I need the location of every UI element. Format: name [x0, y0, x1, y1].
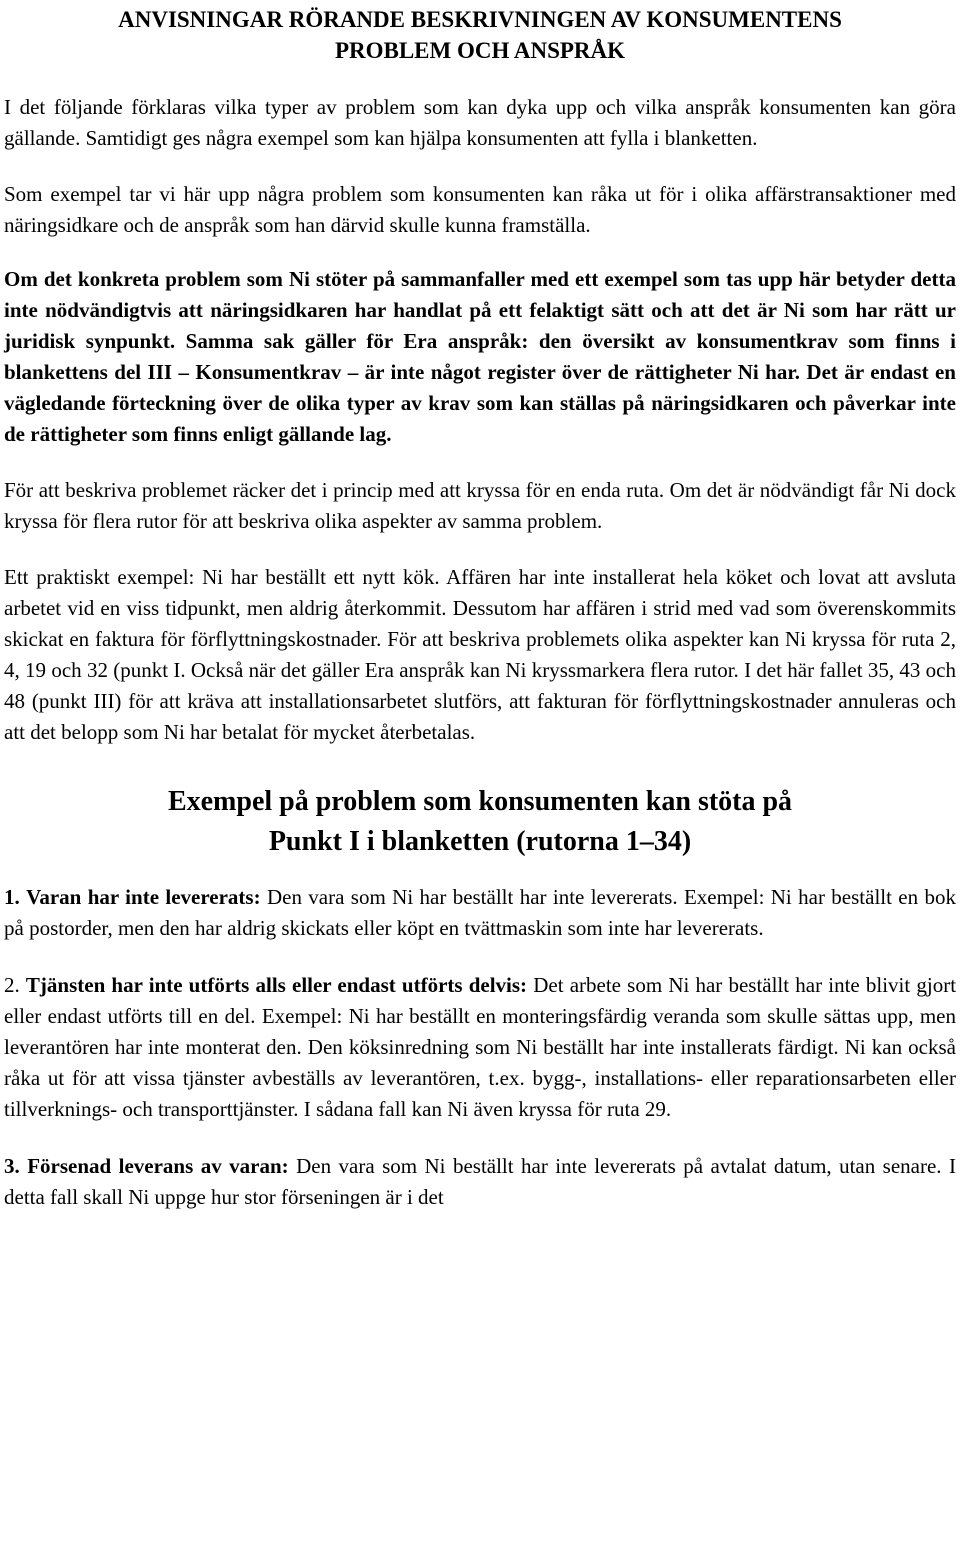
item-number: 1. — [4, 885, 20, 909]
problem-item-2 — [4, 970, 956, 1125]
section-heading-line-2: Punkt I i blanketten (rutorna 1–34) — [268, 826, 692, 857]
item-text: Det arbete som Ni har beställt har inte blivit gjort eller endast utförts till en del. Exempel: Ni har beställt en monteringsfärdig veranda som skulle sättas upp, men leverantören har inte monterat den. Den köksinredning som Ni beställt har inte installerats färdigt. Ni kan också råka ut för att vissa tjänster avbeställs av leverantören, t.ex. bygg-, installations- eller reparationsarbeten eller tillverknings- och transporttjänster. I sådana fall kan Ni även kryssa för ruta 29. — [4, 973, 957, 1121]
section-heading — [4, 782, 956, 862]
title-line-2: PROBLEM OCH ANSPRÅK — [334, 38, 626, 63]
checkbox-instruction-paragraph: För att beskriva problemet räcker det i princip med att kryssa för en enda ruta. Om det är nödvändigt får Ni dock kryssa för flera rutor för att beskriva olika aspekter av samma problem. — [4, 478, 956, 533]
intro-paragraph: I det följande förklaras vilka typer av problem som kan dyka upp och vilka anspråk konsumenten kan göra gällande. Samtidigt ges några exempel som kan hjälpa konsumenten att fylla i blanketten. — [4, 95, 956, 150]
example-paragraph: Som exempel tar vi här upp några problem som konsumenten kan råka ut för i olika affärstransaktioner med näringsidkare och de anspråk som han därvid skulle kunna framställa. — [4, 182, 956, 237]
item-text: Den vara som Ni har beställt har inte levererats. Exempel: Ni har beställt en bok på postorder, men den har aldrig skickats eller köpt en tvättmaskin som inte har levererats. — [4, 885, 956, 940]
item-text: Den vara som Ni beställt har inte levererats på avtalat datum, utan senare. I detta fall skall Ni uppge hur stor förseningen är i det — [4, 1154, 956, 1209]
item-heading: Försenad leverans av varan: — [27, 1154, 289, 1178]
item-heading: Tjänsten har inte utförts alls eller endast utförts delvis: — [25, 973, 528, 997]
item-number: 3. — [4, 1154, 20, 1178]
item-heading: Varan har inte levererats: — [26, 885, 261, 909]
title-line-1: ANVISNINGAR RÖRANDE BESKRIVNINGEN AV KONSUMENTENS — [118, 7, 842, 32]
item-number: 2. — [4, 973, 20, 997]
disclaimer-paragraph: Om det konkreta problem som Ni stöter på sammanfaller med ett exempel som tas upp här betyder detta inte nödvändigtvis att näringsidkaren har handlat på ett felaktigt sätt och att det är Ni som har rätt ur juridisk synpunkt. Samma sak gäller för Era anspråk: den översikt av konsumentkrav som finns i blankettens del III – Konsumentkrav – är inte något register över de rättigheter Ni har. Det är endast en vägledande förteckning över de olika typer av krav som kan ställas på näringsidkaren och påverkar inte de rättigheter som finns enligt gällande lag. — [4, 267, 956, 446]
practical-example-paragraph: Ett praktiskt exempel: Ni har beställt ett nytt kök. Affären har inte installerat hela köket och lovat att avsluta arbetet vid en viss tidpunkt, men aldrig återkommit. Dessutom har affären i strid med vad som överenskommits skickat en faktura för förflyttningskostnader. För att beskriva problemets olika aspekter kan Ni kryssa för ruta 2, 4, 19 och 32 (punkt I. Också när det gäller Era anspråk kan Ni kryssmarkera flera rutor. I det här fallet 35, 43 och 48 (punkt III) för att kräva att installationsarbetet slutförs, att fakturan för förflyttningskostnader annuleras och att det belopp som Ni har betalat för mycket återbetalas. — [4, 565, 956, 744]
problem-item-1 — [4, 882, 956, 944]
document-title — [4, 4, 956, 66]
problem-item-3 — [4, 1151, 956, 1213]
section-heading-line-1: Exempel på problem som konsumenten kan stöta på — [167, 786, 793, 817]
